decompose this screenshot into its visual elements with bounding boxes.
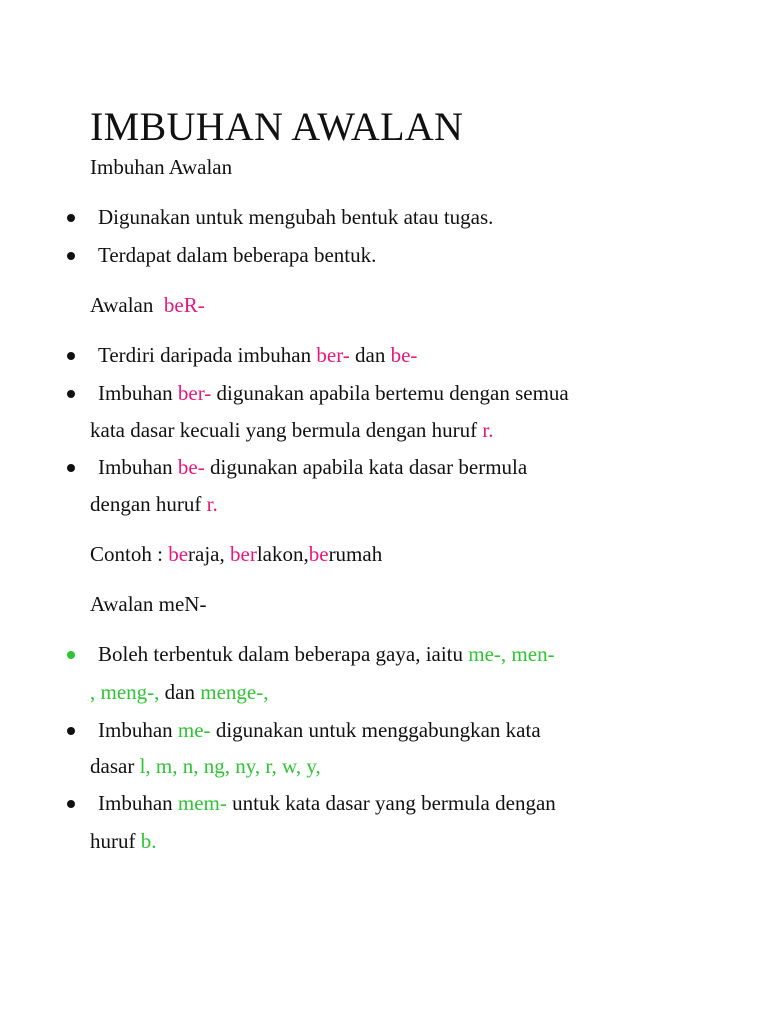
bullet-dot — [67, 214, 75, 222]
intro-bullet-2: Terdapat dalam beberapa bentuk. — [98, 243, 377, 267]
example-label: Contoh : — [90, 542, 163, 566]
text-span: huruf — [90, 829, 136, 853]
text-span: raja, — [188, 542, 225, 566]
highlight-span: r. — [482, 418, 494, 442]
highlight-span: me- — [177, 718, 211, 742]
highlight-span: ber- — [177, 381, 212, 405]
text-span: Imbuhan — [98, 455, 173, 479]
highlight-span: mem- — [177, 791, 227, 815]
ber-heading-label: Awalan — [90, 293, 154, 317]
text-span: Imbuhan — [98, 718, 173, 742]
text-span: digunakan untuk menggabungkan kata — [215, 718, 541, 742]
highlight-span: l, m, n, ng, ny, r, w, y, — [139, 754, 321, 778]
intro-bullet-1: Digunakan untuk mengubah bentuk atau tugas. — [98, 205, 494, 229]
highlight-span: ber — [230, 542, 257, 566]
men-bullet-2-line-1 — [98, 716, 541, 744]
bullet-dot — [67, 651, 75, 659]
highlight-span: be — [168, 542, 189, 566]
text-span: digunakan apabila kata dasar bermula — [209, 455, 528, 479]
ber-bullet-2-line-1 — [98, 379, 569, 407]
ber-example — [90, 540, 382, 568]
bullet-dot — [67, 464, 75, 472]
men-bullet-2-line-2 — [90, 752, 321, 780]
ber-heading — [90, 291, 205, 319]
text-span: Imbuhan — [98, 381, 173, 405]
men-bullet-1-line-1 — [98, 640, 555, 668]
text-span: Imbuhan — [98, 791, 173, 815]
subtitle: Imbuhan Awalan — [90, 155, 233, 179]
men-bullet-1-line-2 — [90, 678, 268, 706]
page-title: IMBUHAN AWALAN — [90, 104, 464, 149]
bullet-dot — [67, 800, 75, 808]
text-span: dan — [355, 343, 386, 367]
text-span: dan — [164, 680, 195, 704]
text-span: dasar — [90, 754, 135, 778]
text-span: rumah — [328, 542, 383, 566]
bullet-dot — [67, 727, 75, 735]
text-span: dengan huruf — [90, 492, 202, 516]
text-span: untuk kata dasar yang bermula dengan — [232, 791, 556, 815]
men-bullet-3-line-1 — [98, 789, 556, 817]
text-span: digunakan apabila bertemu dengan semua — [216, 381, 569, 405]
highlight-span: be- — [390, 343, 418, 367]
highlight-span: me-, men- — [468, 642, 555, 666]
highlight-span: menge-, — [200, 680, 269, 704]
text-span: Terdiri daripada imbuhan — [98, 343, 312, 367]
highlight-span: be — [308, 542, 329, 566]
text-span: Boleh terbentuk dalam beberapa gaya, iaitu — [98, 642, 464, 666]
ber-bullet-2-line-2 — [90, 416, 494, 444]
ber-heading-highlight: beR- — [163, 293, 205, 317]
ber-bullet-3-line-1 — [98, 453, 527, 481]
men-bullet-3-line-2 — [90, 827, 157, 855]
text-span: kata dasar kecuali yang bermula dengan huruf — [90, 418, 478, 442]
bullet-dot — [67, 252, 75, 260]
bullet-dot — [67, 352, 75, 360]
highlight-span: b. — [140, 829, 157, 853]
bullet-dot — [67, 390, 75, 398]
text-span: lakon, — [256, 542, 309, 566]
highlight-span: be- — [177, 455, 205, 479]
highlight-span: , meng-, — [90, 680, 160, 704]
men-heading: Awalan meN- — [90, 592, 207, 616]
highlight-span: r. — [206, 492, 218, 516]
highlight-span: ber- — [316, 343, 350, 367]
ber-bullet-3-line-2 — [90, 490, 218, 518]
ber-bullet-1 — [98, 341, 417, 369]
